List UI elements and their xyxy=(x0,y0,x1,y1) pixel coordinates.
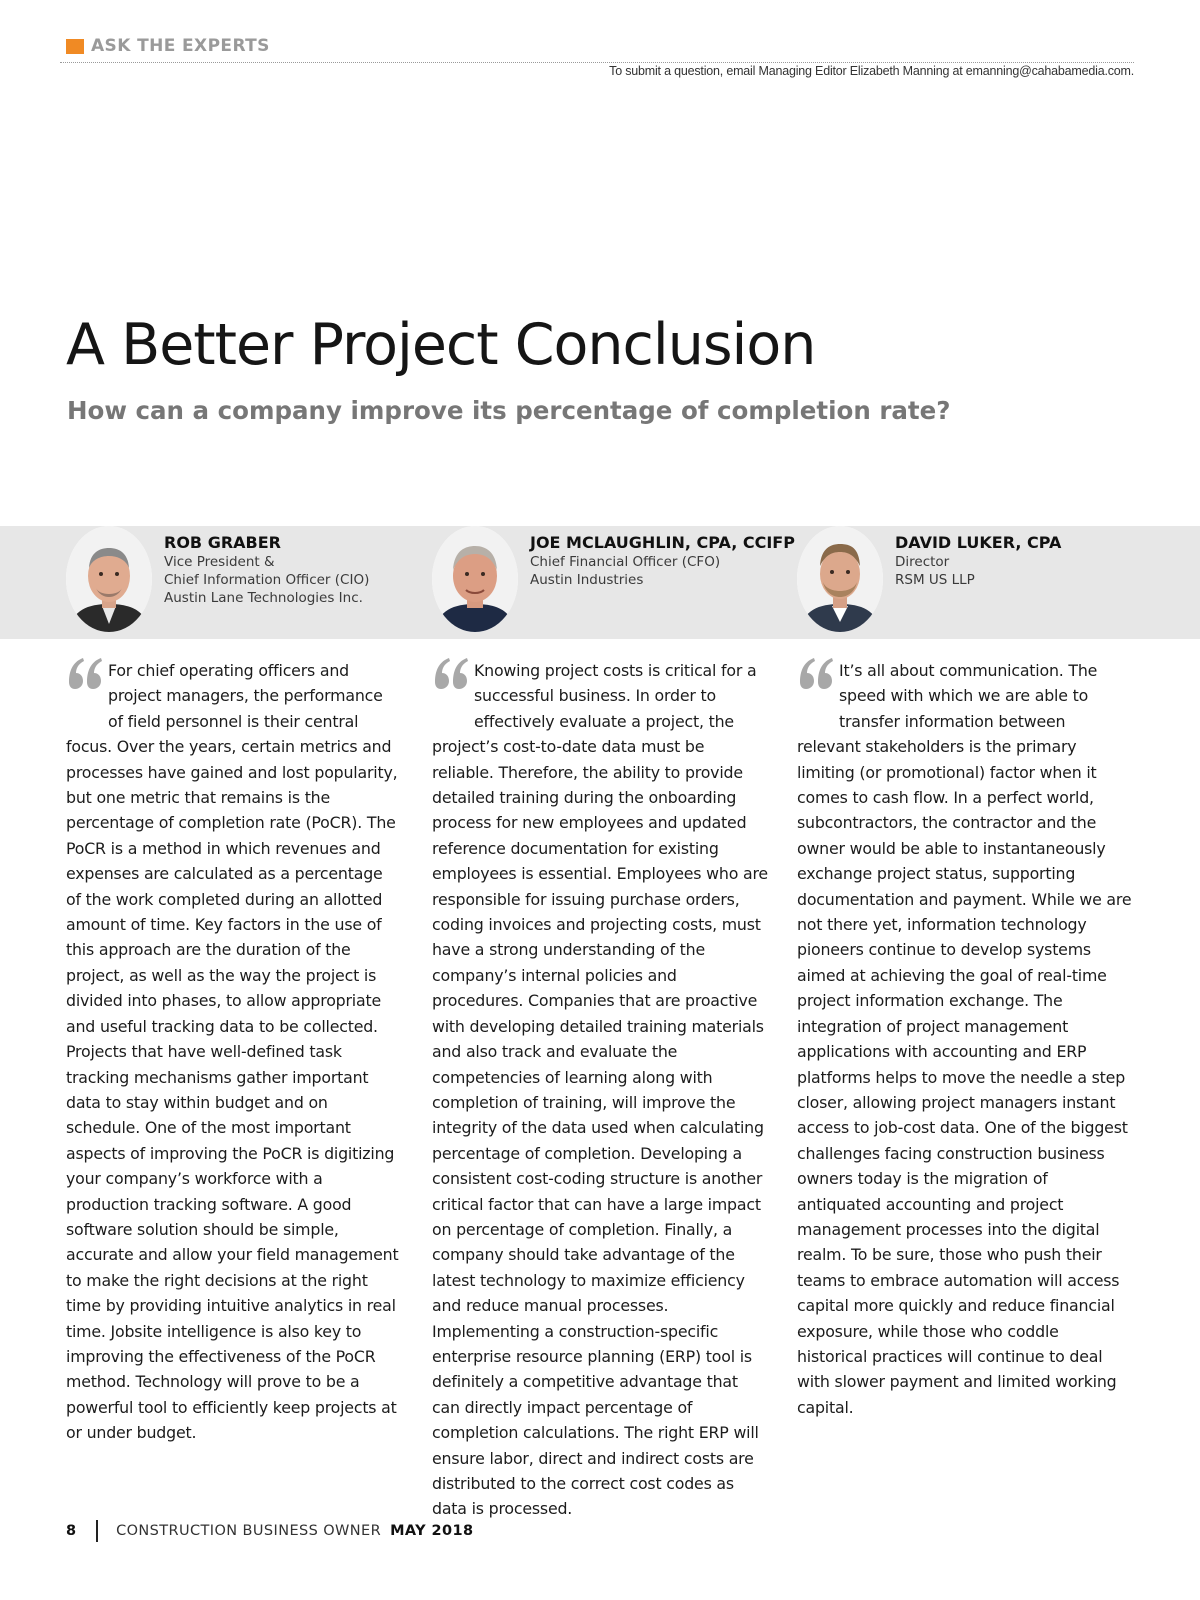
answer-column-2 xyxy=(432,658,768,1522)
section-accent-square xyxy=(66,39,84,54)
expert-role: Chief Financial Officer (CFO) xyxy=(530,554,721,570)
expert-company: Austin Lane Technologies Inc. xyxy=(164,590,363,606)
expert-name: JOE MCLAUGHLIN, CPA, CCIFP xyxy=(530,533,795,552)
answer-column-3 xyxy=(797,658,1133,1420)
expert-role: Chief Information Officer (CIO) xyxy=(164,572,370,588)
expert-info-1 xyxy=(164,533,424,607)
expert-role: Director xyxy=(895,554,950,570)
quote-mark-icon xyxy=(66,656,104,712)
expert-role: Vice President & xyxy=(164,554,275,570)
header-divider xyxy=(60,62,1134,63)
expert-info-3 xyxy=(895,533,1155,589)
answer-column-1 xyxy=(66,658,402,1446)
answer-text: Knowing project costs is critical for a successful business. In order to effectively evaluate a project, the project’s cost-to-date data must be reliable. Therefore, the ability to provide detailed training during the onboarding process for new employees and updated reference documentation for existing employees is essential. Employees who are responsible for issuing purchase orders, coding invoices and projecting costs, must have a strong understanding of the company’s internal policies and procedures. Companies that are proactive with developing detailed training materials and also track and evaluate the competencies of learning along with completion of training, will improve the integrity of the data used when calculating percentage of completion. Developing a consistent cost-coding structure is another critical factor that can have a large impact on percentage of completion. Finally, a company should take advantage of the latest technology to maximize efficiency and reduce manual processes. Implementing a construction-specific enterprise resource planning (ERP) tool is definitely a competitive advantage that can directly impact percentage of completion calculations. The right ERP will ensure labor, direct and indirect costs are distributed to the correct cost codes as data is processed. xyxy=(432,661,768,1519)
expert-band xyxy=(0,526,1200,639)
footer-divider xyxy=(96,1520,98,1542)
expert-name: DAVID LUKER, CPA xyxy=(895,533,1062,552)
submit-note: To submit a question, email Managing Editor Elizabeth Manning at emanning@cahabamedia.com. xyxy=(609,64,1134,78)
headshot-photo xyxy=(797,526,883,632)
headshot-photo xyxy=(432,526,518,632)
answer-text: For chief operating officers and project managers, the performance of field personnel is their central focus. Over the years, certain metrics and processes have gained and lost popularity, but one metric that remains is the percentage of completion rate (PoCR). The PoCR is a method in which revenues and expenses are calculated as a percentage of the work completed during an allotted amount of time. Key factors in the use of this approach are the duration of the project, as well as the way the project is divided into phases, to allow appropriate and useful tracking data to be collected. Projects that have well-defined task tracking mechanisms gather important data to stay within budget and on schedule. One of the most important aspects of improving the PoCR is digitizing your company’s workforce with a production tracking software. A good software solution should be simple, accurate and allow your field management to make the right decisions at the right time by providing intuitive analytics in real time. Jobsite intelligence is also key to improving the effectiveness of the PoCR method. Technology will prove to be a powerful tool to efficiently keep projects at or under budget. xyxy=(66,661,399,1443)
answer-text: It’s all about communication. The speed with which we are able to transfer information between relevant stakeholders is the primary limiting (or promotional) factor when it comes to cash flow. In a perfect world, subcontractors, the contractor and the owner would be able to instantaneously exchange project status, supporting documentation and payment. While we are not there yet, information technology pioneers continue to develop systems aimed at achieving the goal of real-time project information exchange. The integration of project management applications with accounting and ERP platforms helps to move the needle a step closer, allowing project managers instant access to job-cost data. One of the biggest challenges facing construction business owners today is the migration of antiquated accounting and project management processes into the digital realm. To be sure, those who push their teams to embrace automation will access capital more quickly and reduce financial exposure, while those who coddle historical practices will continue to deal with slower payment and limited working capital. xyxy=(797,661,1132,1417)
expert-name: ROB GRABER xyxy=(164,533,281,552)
page-number: 8 xyxy=(66,1523,77,1539)
headshot-photo xyxy=(66,526,152,632)
quote-mark-icon xyxy=(797,656,835,712)
page-footer xyxy=(66,1520,473,1542)
expert-info-2 xyxy=(530,533,800,589)
section-label: ASK THE EXPERTS xyxy=(91,36,270,56)
article-subtitle: How can a company improve its percentage of completion rate? xyxy=(67,396,951,425)
section-tag xyxy=(66,36,270,56)
quote-mark-icon xyxy=(432,656,470,712)
issue-date: MAY 2018 xyxy=(390,1523,474,1539)
publication-name: CONSTRUCTION BUSINESS OWNER xyxy=(116,1523,382,1539)
expert-company: Austin Industries xyxy=(530,572,644,588)
expert-company: RSM US LLP xyxy=(895,572,975,588)
article-title: A Better Project Conclusion xyxy=(66,312,816,378)
